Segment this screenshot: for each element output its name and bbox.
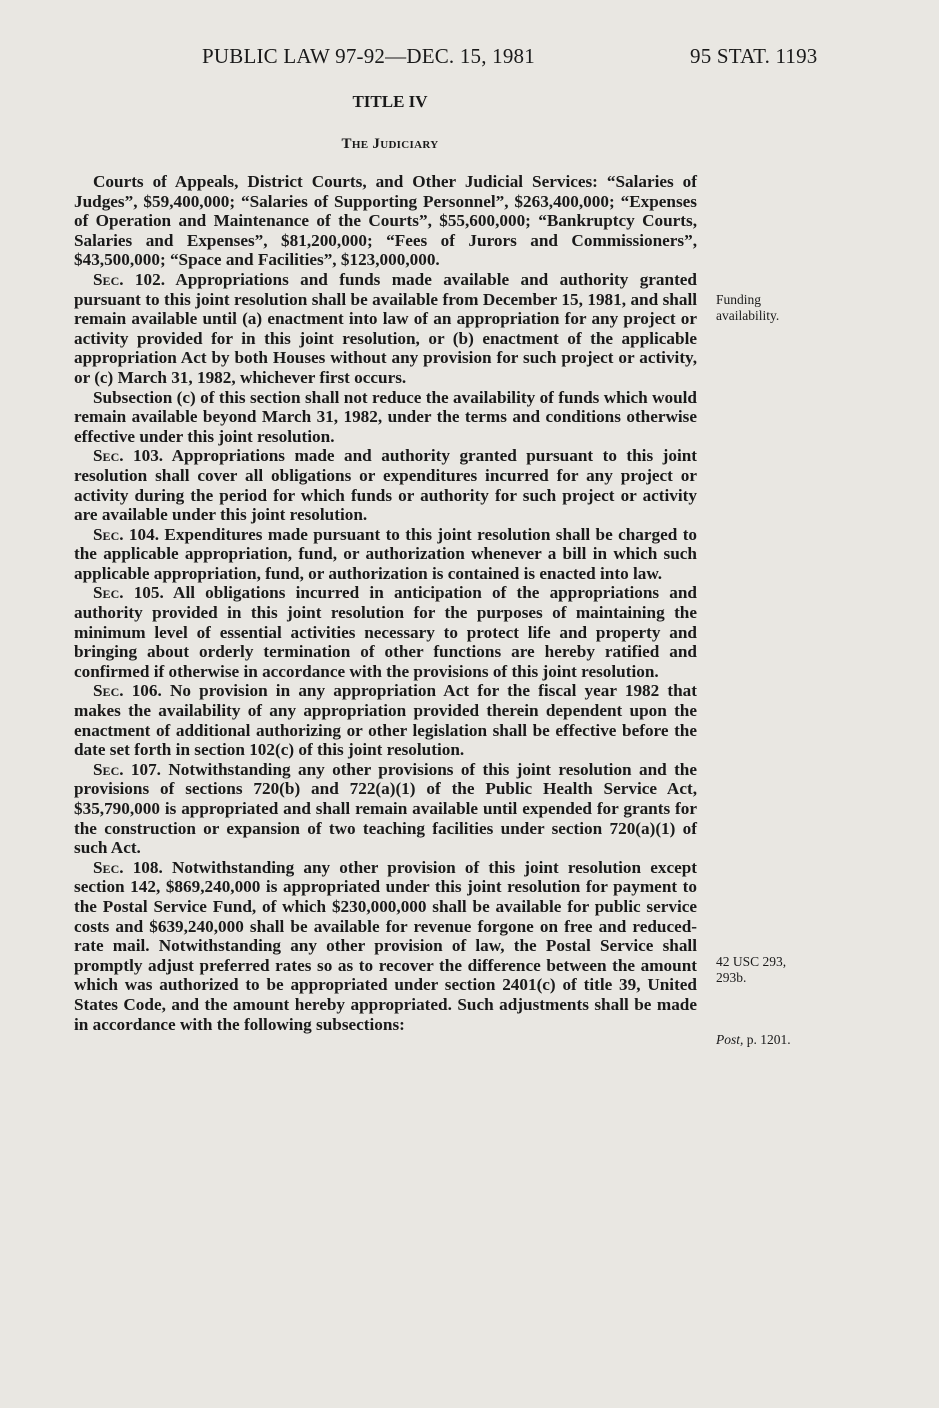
paragraph-text: Appropriations and funds made available and authority granted pursuant to this joint resolution shall be available from December 15, 1981, and shall remain available until (a) enactment into law of an appropriation for any project or activity provided for in this joint resolution, or (b) enactment of the applicable appropriation Act by both Houses without any provision for such project or activity, or (c) March 31, 1982, whichever first occurs. — [74, 269, 697, 387]
section-label: Sec. 103. — [93, 446, 164, 466]
paragraph-text: Appropriations made and authority granted pursuant to this joint resolution shall cover all obligations or expenditures incurred for any project or activity during the period for which funds or authority for such project or activity are available under this joint resolution. — [74, 446, 697, 525]
running-header-right: 95 STAT. 1193 — [690, 44, 818, 68]
section-label: Sec. 106. — [93, 681, 162, 701]
margin-note-rest: p. 1201. — [743, 1032, 791, 1047]
margin-note-line: availability. — [716, 308, 780, 323]
paragraph-text: No provision in any appropriation Act for the fiscal year 1982 that makes the availability of any appropriation provided therein dependent upon the enactment of additional authorizing or other legislation shall be effective before the date set forth in section 102(c) of this joint resolution. — [74, 681, 698, 760]
running-header-left: PUBLIC LAW 97-92—DEC. 15, 1981 — [202, 44, 535, 68]
paragraph-text: Notwithstanding any other provisions of this joint resolution and the provisions of sections 720(b) and 722(a)(1) of the Public Health Service Act, $35,790,000 is appropriated and shall remain available until expended for grants for the construction or expansion of two teaching facilities under section 720(a)(1) of such Act. — [74, 759, 697, 858]
section-label: Sec. 108. — [93, 857, 163, 877]
margin-note-post — [716, 1032, 791, 1048]
section-label: Sec. 102. — [93, 269, 165, 289]
margin-note-line: 42 USC 293, — [716, 954, 787, 969]
paragraph-sec-102 — [74, 270, 697, 388]
margin-note-funding — [716, 292, 779, 324]
margin-note-usc — [716, 954, 786, 986]
title-heading: TITLE IV — [352, 92, 428, 111]
margin-note-line: 293b. — [716, 970, 747, 985]
body-text — [74, 172, 697, 1034]
paragraph-sec-106 — [74, 681, 697, 759]
paragraph-sec-104 — [74, 525, 697, 584]
section-label: Sec. 104. — [93, 524, 159, 544]
paragraph-text: Notwithstanding any other provision of this joint resolution except section 142, $869,240,000 is appropriated under this joint resolution for payment to the Postal Service Fund, of which $230,000,000 shall be available for public service costs and $639,240,000 shall be available for revenue forgone on free and reduced-rate mail. Notwithstanding any other provision of law, the Postal Service shall promptly adjust preferred rates so as to recover the difference between the amount which was authorized to be appropriated under section 2401(c) of title 39, United States Code, and the amount hereby appropriated. Such adjustments shall be made in accordance with the following subsections: — [74, 857, 697, 1034]
paragraph-text: All obligations incurred in anticipation of the appropriations and authority provided in this joint resolution for the purposes of maintaining the minimum level of essential activities necessary to protect life and property and bringing about orderly termination of other functions are hereby ratified and confirmed if otherwise in accordance with the provisions of this joint resolution. — [74, 583, 697, 681]
paragraph-text: Subsection (c) of this section shall not reduce the availability of funds which would remain available beyond March 31, 1982, under the terms and conditions otherwise effective under this joint resolution. — [74, 387, 697, 446]
section-label: Sec. 105. — [93, 583, 164, 603]
section-label: Sec. 107. — [93, 759, 161, 779]
paragraph-sec-103 — [74, 446, 697, 524]
margin-note-italic: Post, — [716, 1032, 744, 1047]
subtitle-heading: The Judiciary — [341, 136, 439, 152]
paragraph-sec-107 — [74, 760, 697, 858]
margin-note-line: Funding — [716, 292, 762, 307]
paragraph-text: Courts of Appeals, District Courts, and Other Judicial Services: “Salaries of Judges”, $59,400,000; “Salaries of Supporting Personnel”, $263,400,000; “Expenses of Operation and Maintenance of the Courts”, $55,600,000; “Bankruptcy Courts, Salaries and Expenses”, $81,200,000; “Fees of Jurors and Commissioners”, $43,500,000; “Space and Facilities”, $123,000,000. — [74, 172, 697, 270]
paragraph-subsection-c — [74, 388, 697, 447]
paragraph-sec-108 — [74, 858, 697, 1034]
paragraph-courts — [74, 172, 697, 270]
paragraph-text: Expenditures made pursuant to this joint resolution shall be charged to the applicable appropriation, fund, or authorization whenever a bill in which such applicable appropriation, fund, or authorization is contained is enacted into law. — [74, 524, 698, 583]
paragraph-sec-105 — [74, 583, 697, 681]
